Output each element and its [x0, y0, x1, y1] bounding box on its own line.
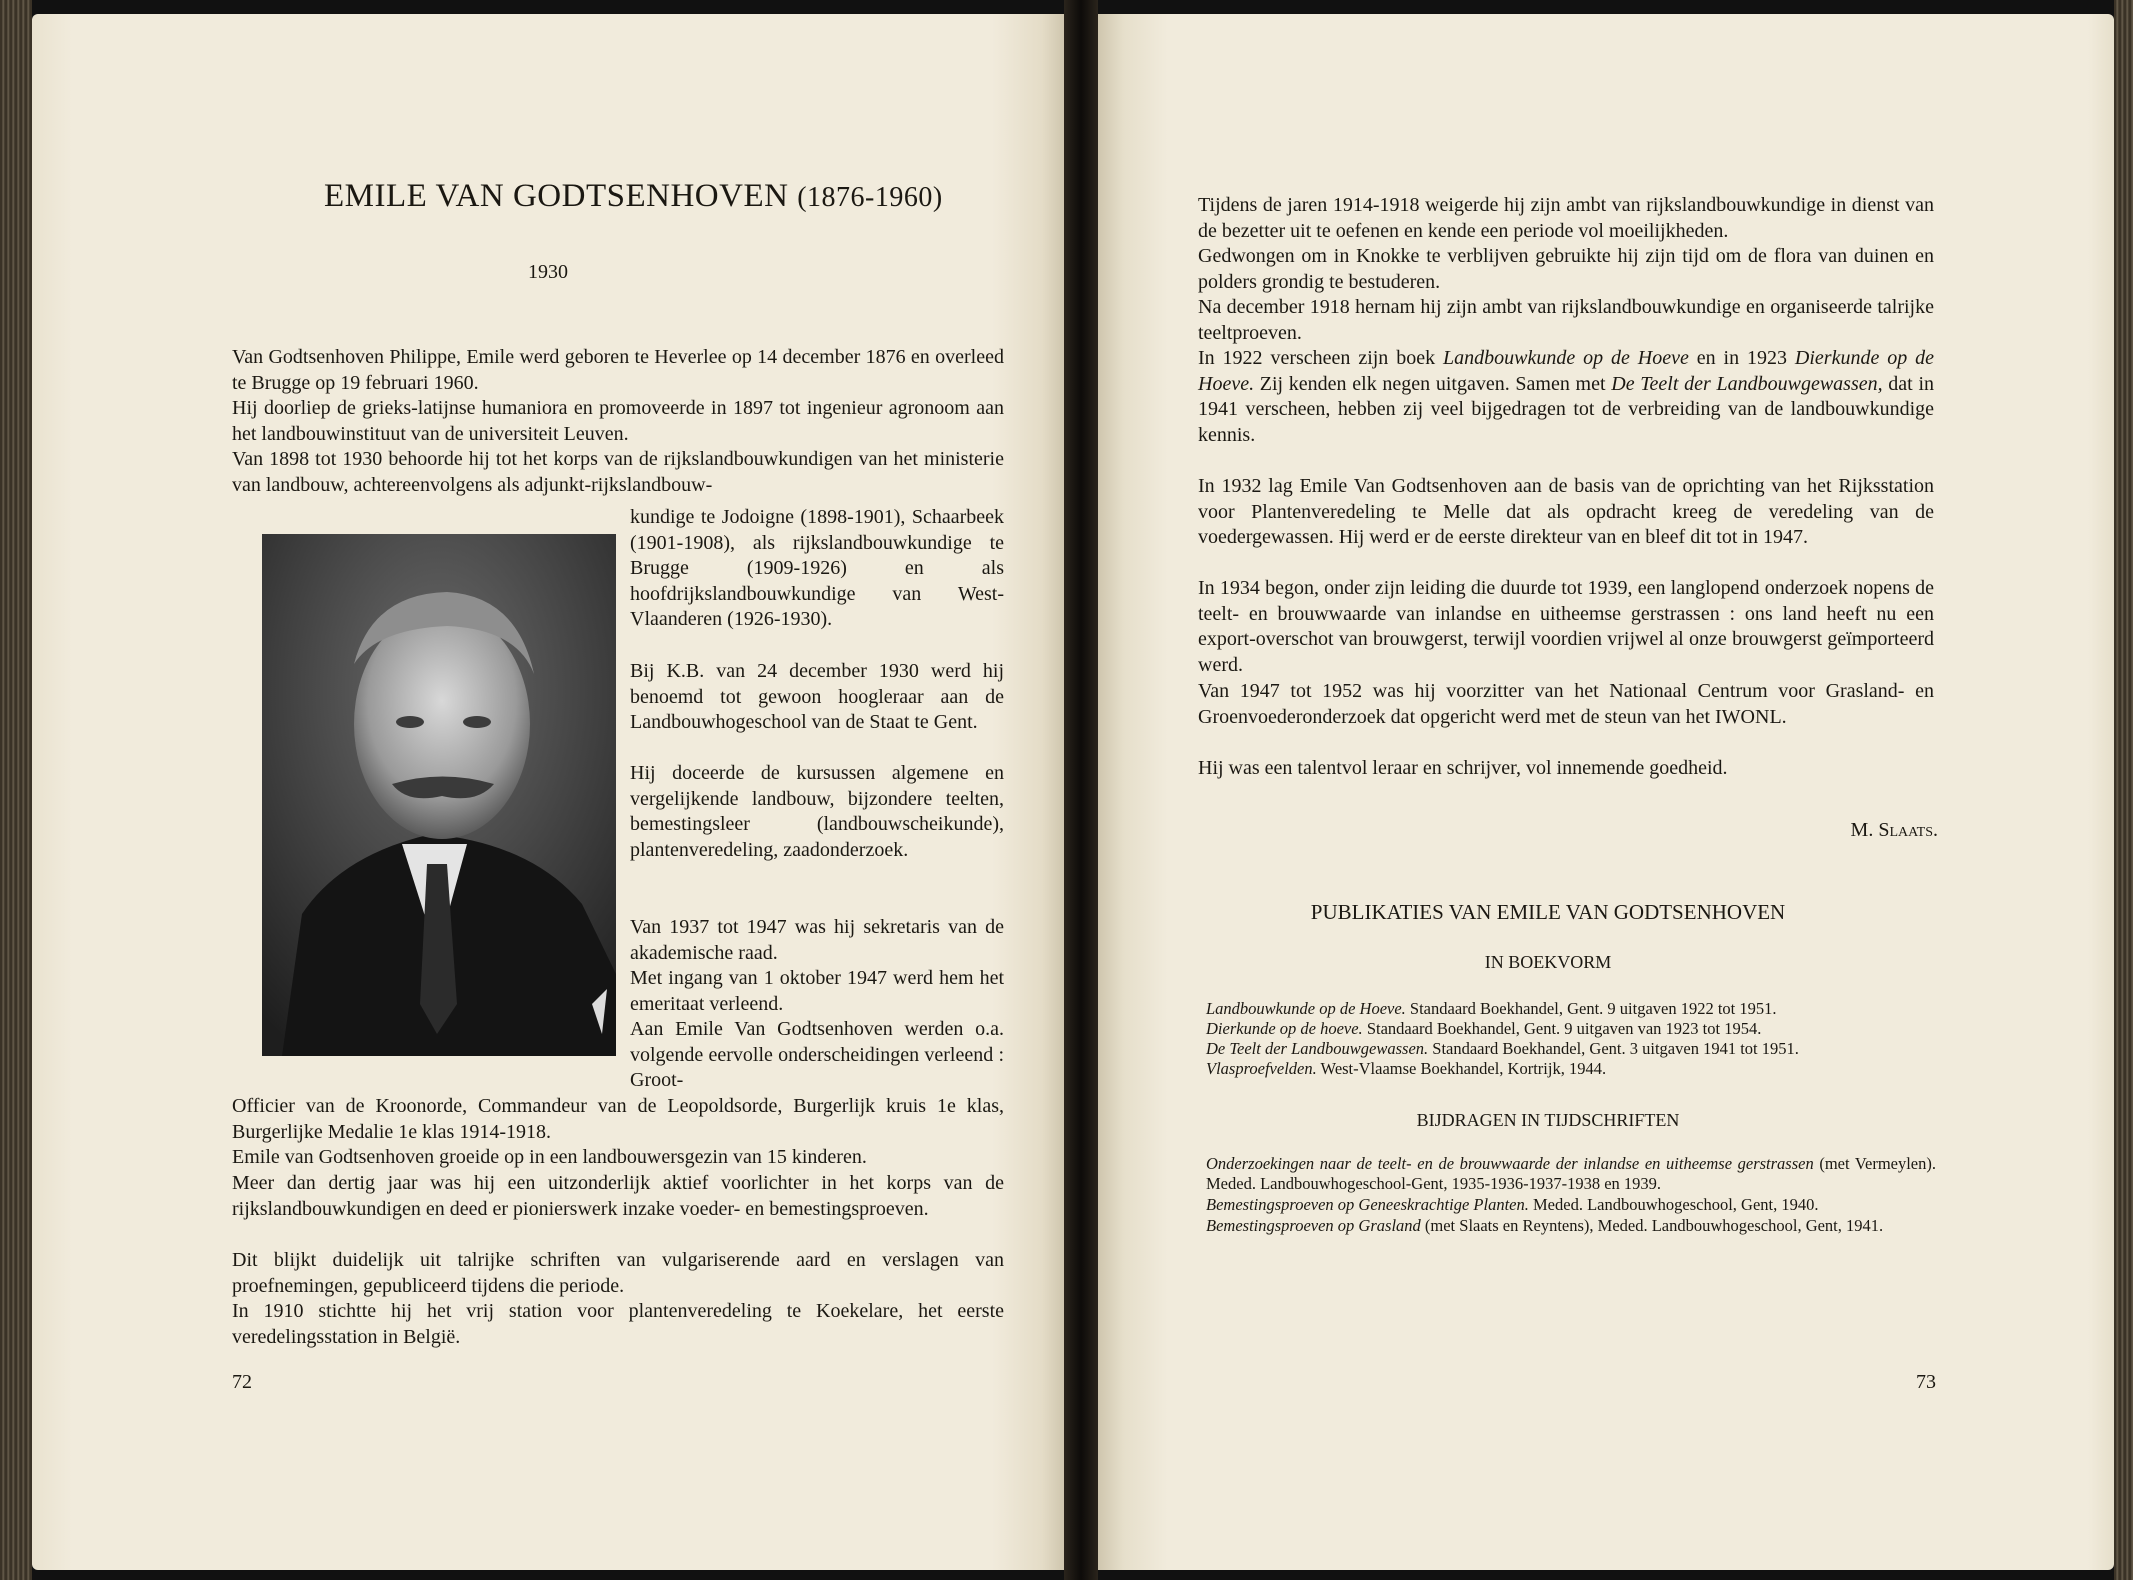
publications-heading: PUBLIKATIES VAN EMILE VAN GODTSENHOVEN	[1310, 900, 1786, 924]
book-entry: De Teelt der Landbouwgewassen. Standaard Boekhandel, Gent. 3 uitgaven 1941 tot 1951.	[1206, 1039, 1799, 1058]
article-year: 1930	[528, 261, 568, 283]
book-gutter	[1064, 0, 1098, 1580]
right-para-4: In 1922 verscheen zijn boek Landbouwkunde op de Hoeve en in 1923 Dierkunde op de Hoeve. Zij kenden elk negen uitgaven. Samen met De Teelt der Landbouwgewassen, dat in 1941 verscheen, hebben zij veel bijgedragen tot de verbreiding van de landbouwkundige kennis.	[1198, 347, 1934, 446]
articles-subheading: BIJDRAGEN IN TIJDSCHRIFTEN	[1416, 1110, 1680, 1130]
left-para-8-continued: Officier van de Kroonorde, Commandeur van de Leopoldsorde, Burgerlijk kruis 1e klas, Burgerlijke Medalie 1e klas 1914-1918.	[232, 1095, 1004, 1143]
book-entry: Dierkunde op de hoeve. Standaard Boekhandel, Gent. 9 uitgaven van 1923 tot 1954.	[1206, 1019, 1762, 1038]
left-para-4: Bij K.B. van 24 december 1930 werd hij benoemd tot gewoon hoogleraar aan de Landbouwhogeschool van de Staat te Gent.	[630, 660, 1004, 734]
left-page	[32, 14, 1064, 1570]
article-entry: Bemestingsproeven op Grasland (met Slaats en Reyntens), Meded. Landbouwhogeschool, Gent, 1941.	[1206, 1216, 1884, 1235]
book-title-3: De Teelt der Landbouwgewassen,	[1611, 372, 1883, 395]
right-page	[1098, 14, 2114, 1570]
article-entry: Onderzoekingen naar de teelt- en de brouwwaarde der inlandse en uitheemse gerstrassen (met Vermeylen). Meded. Landbouwhogeschool-Gent, 1935-1936-1937-1938 en 1939.	[1206, 1154, 1937, 1193]
page-number-right: 73	[1916, 1371, 1936, 1393]
left-para-11: Dit blijkt duidelijk uit talrijke schriften van vulgariserende aard en verslagen van proefnemingen, gepubliceerd tijdens die periode.	[232, 1249, 1004, 1297]
left-para-9: Emile van Godtsenhoven groeide op in een landbouwersgezin van 15 kinderen.	[232, 1146, 867, 1168]
left-para-7: Met ingang van 1 oktober 1947 werd hem het emeritaat verleend.	[630, 967, 1004, 1015]
author-signature: M. Slaats.	[1850, 819, 1938, 841]
left-para-10: Meer dan dertig jaar was hij een uitzonderlijk aktief voorlichter in het korps van de rijkslandbouwkundigen en deed er pionierswerk inzake voeder- en bemestingsproeven.	[232, 1172, 1004, 1220]
right-para-1: Tijdens de jaren 1914-1918 weigerde hij zijn ambt van rijkslandbouwkundige in dienst van de bezetter uit te oefenen en kende een periode vol moeilijkheden.	[1198, 194, 1934, 242]
left-para-5: Hij doceerde de kursussen algemene en vergelijkende landbouw, bijzondere teelten, bemestingsleer (landbouwscheikunde), plantenveredeling, zaadonderzoek.	[630, 762, 1004, 861]
left-para-2: Hij doorliep de grieks-latijnse humaniora en promoveerde in 1897 tot ingenieur agronoom aan het landbouwinstituut van de universiteit Leuven.	[232, 397, 1004, 445]
right-para-7: Van 1947 tot 1952 was hij voorzitter van het Nationaal Centrum voor Grasland- en Groenvoederonderzoek dat opgericht werd met de steun van het IWONL.	[1198, 680, 1934, 728]
portrait-photo	[262, 534, 616, 1056]
left-para-8: Aan Emile Van Godtsenhoven werden o.a. volgende eervolle onderscheidingen verleend : Groot-	[630, 1018, 1004, 1092]
left-para-3-continued: kundige te Jodoigne (1898-1901), Schaarbeek (1901-1908), als rijkslandbouwkundige te Brugge (1909-1926) en als hoofdrijkslandbouwkundige van West-Vlaanderen (1926-1930).	[630, 506, 1004, 631]
page-number-left: 72	[232, 1371, 252, 1393]
right-page-edges	[2114, 0, 2133, 1580]
article-title: EMILE VAN GODTSENHOVEN (1876-1960)	[324, 178, 943, 214]
book-title-1: Landbouwkunde op de Hoeve	[1442, 347, 1689, 369]
book-entry: Vlasproefvelden. West-Vlaamse Boekhandel, Kortrijk, 1944.	[1206, 1059, 1607, 1078]
book-title-2: Dierkunde op de Hoeve.	[1198, 347, 1934, 395]
article-entry: Bemestingsproeven op Geneeskrachtige Planten. Meded. Landbouwhogeschool, Gent, 1940.	[1206, 1195, 1819, 1214]
right-para-2: Gedwongen om in Knokke te verblijven gebruikte hij zijn tijd om de flora van duinen en polders grondig te bestuderen.	[1198, 245, 1934, 293]
book-entry: Landbouwkunde op de Hoeve. Standaard Boekhandel, Gent. 9 uitgaven 1922 tot 1951.	[1206, 999, 1777, 1018]
left-para-1: Van Godtsenhoven Philippe, Emile werd geboren te Heverlee op 14 december 1876 en overleed te Brugge op 19 februari 1960.	[232, 346, 1004, 394]
left-para-12: In 1910 stichtte hij het vrij station voor plantenveredeling te Koekelare, het eerste veredelingsstation in België.	[232, 1300, 1004, 1348]
right-para-5: In 1932 lag Emile Van Godtsenhoven aan de basis van de oprichting van het Rijksstation voor Plantenveredeling te Melle dat als opdracht kreeg de veredeling van de voedergewassen. Hij werd er de eerste direkteur van en bleef dit tot in 1947.	[1198, 475, 1934, 549]
right-para-8: Hij was een talentvol leraar en schrijver, vol innemende goedheid.	[1198, 757, 1728, 779]
books-subheading: IN BOEKVORM	[1484, 952, 1612, 972]
right-para-6: In 1934 begon, onder zijn leiding die duurde tot 1939, een langlopend onderzoek nopens de teelt- en brouwwaarde van inlandse en uitheemse gerstrassen : ons land heeft nu een export-overschot van brouwgerst, terwijl voordien vrijwel al onze brouwgerst geïmporteerd werd.	[1198, 577, 1934, 676]
left-para-3: Van 1898 tot 1930 behoorde hij tot het korps van de rijkslandbouwkundigen van het ministerie van landbouw, achtereenvolgens als adjunkt-rijkslandbouw-	[232, 448, 1004, 496]
right-para-3: Na december 1918 hernam hij zijn ambt van rijkslandbouwkundige en organiseerde talrijke teeltproeven.	[1198, 296, 1934, 344]
left-para-6: Van 1937 tot 1947 was hij sekretaris van de akademische raad.	[630, 916, 1004, 964]
left-page-edges	[0, 0, 32, 1580]
